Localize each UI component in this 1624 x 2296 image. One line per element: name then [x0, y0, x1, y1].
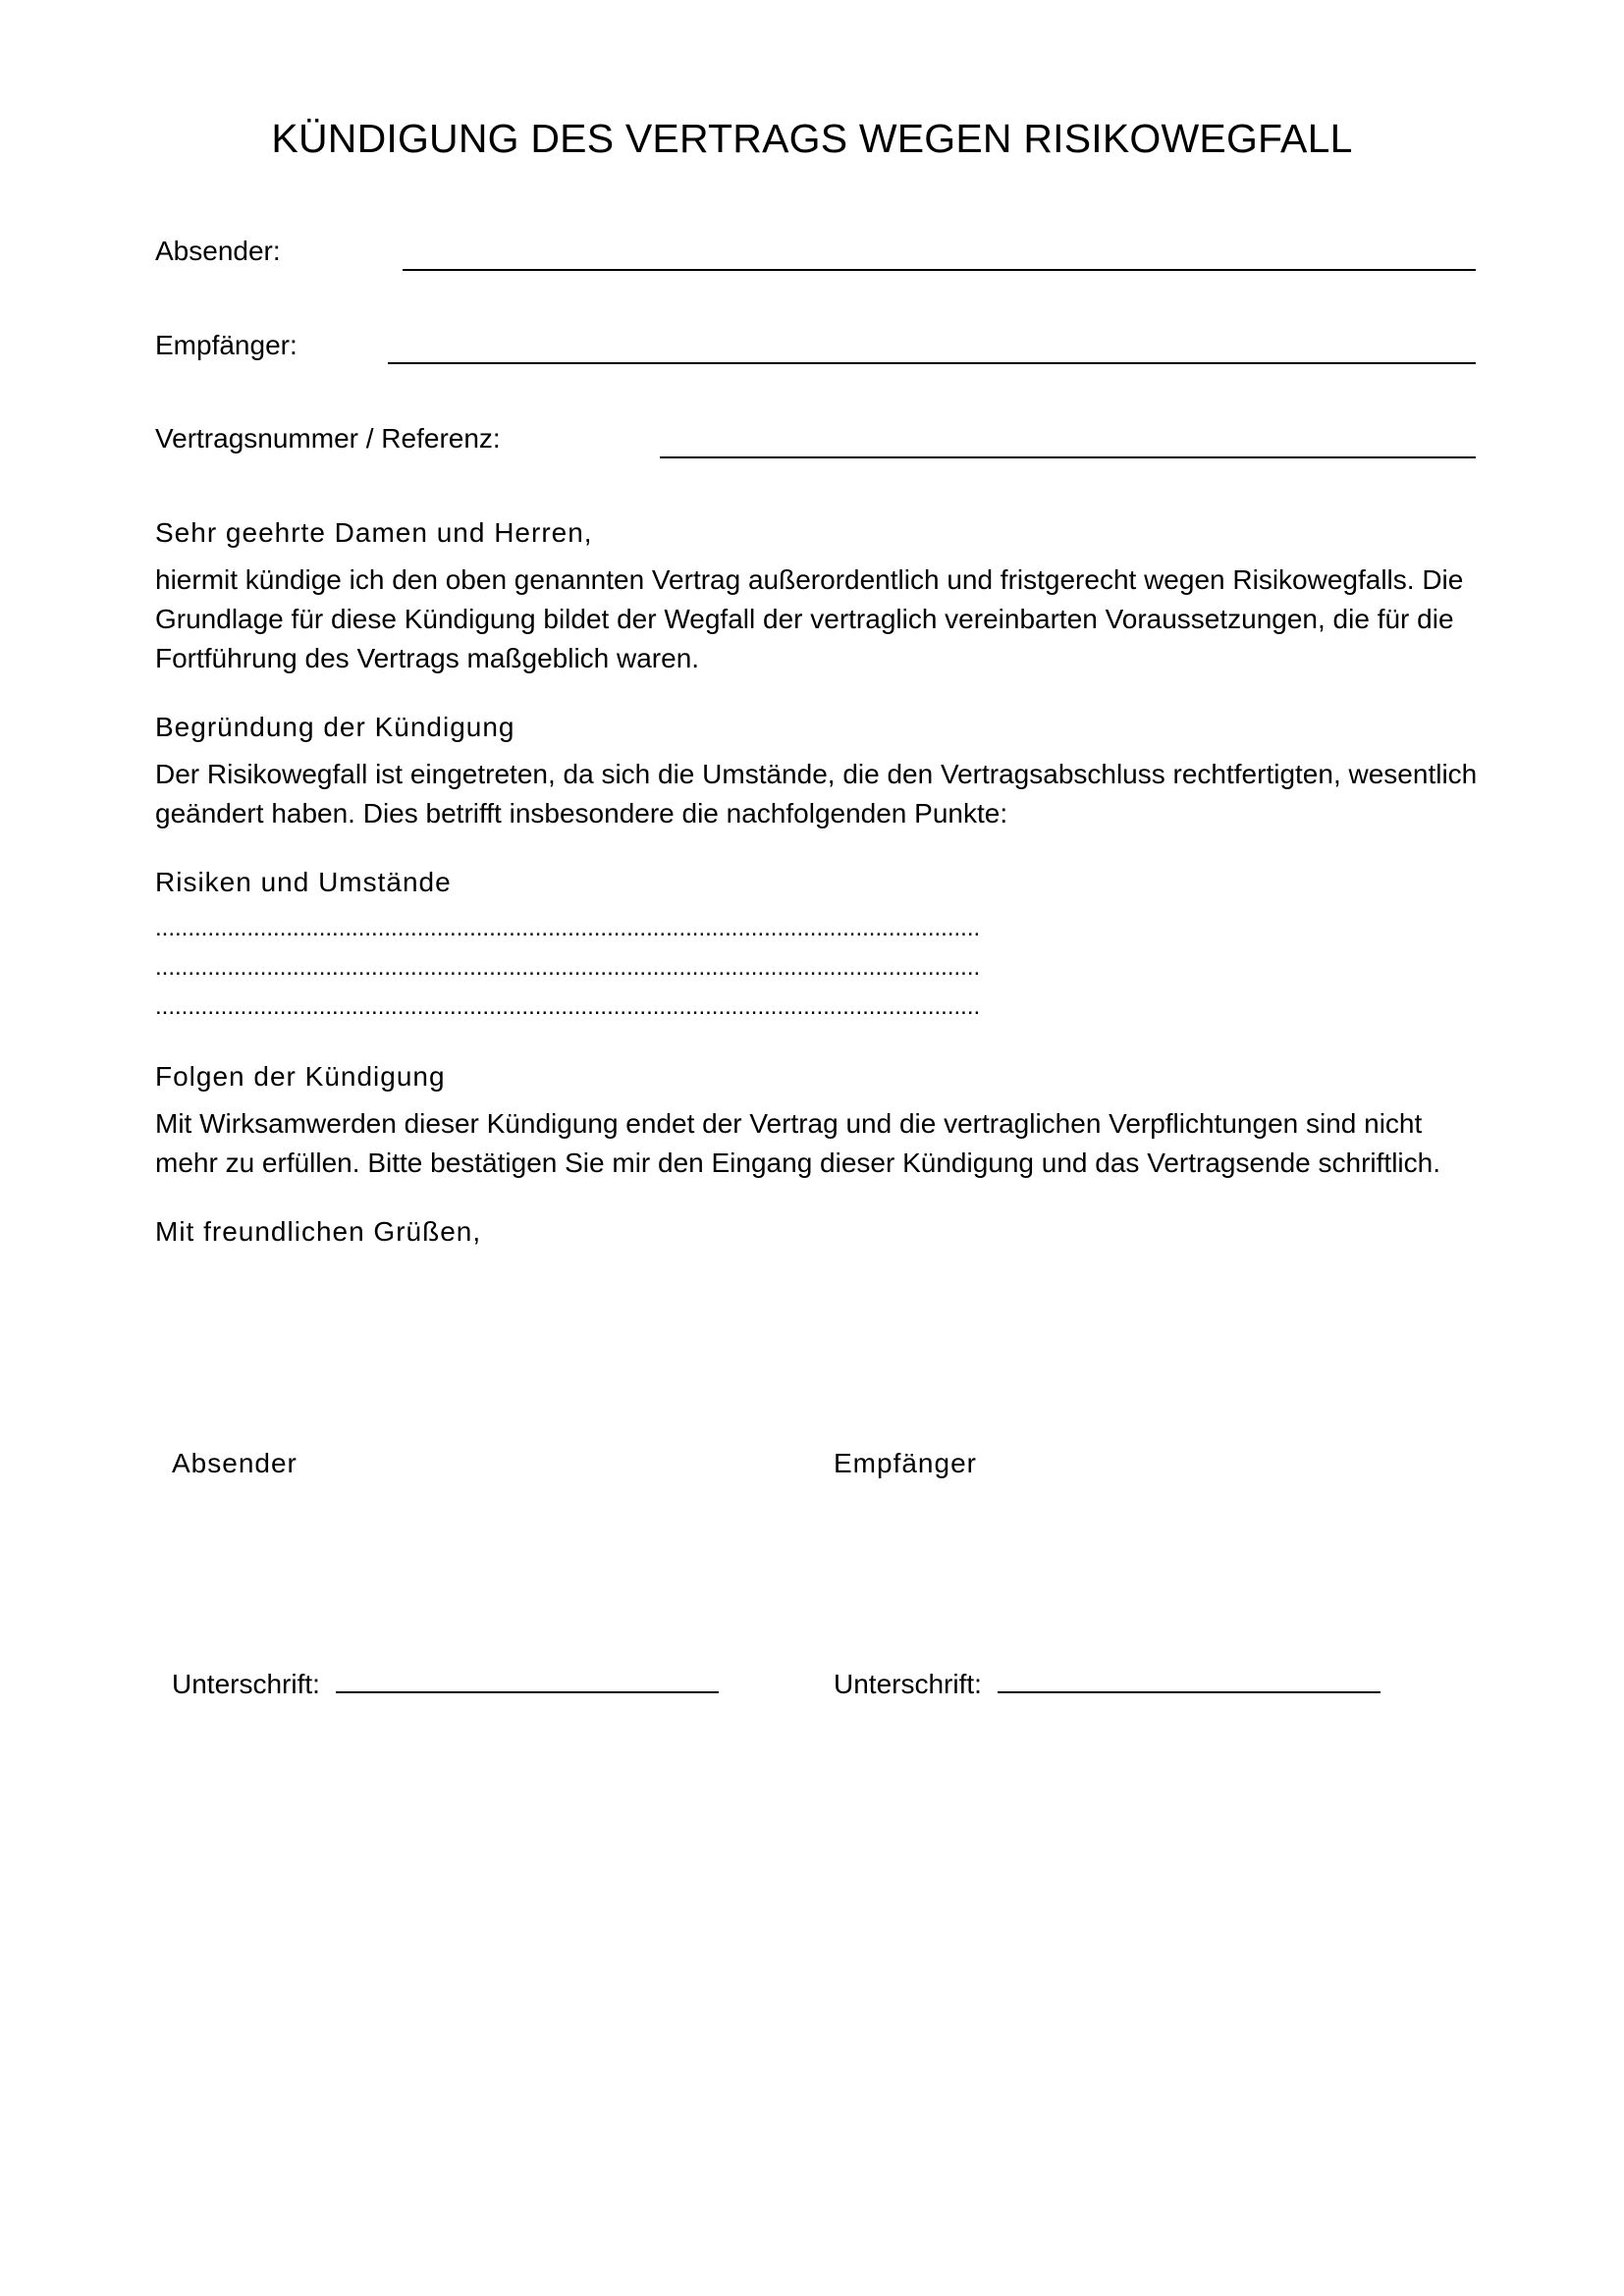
reason-line: Der Risikowegfall ist eingetreten, da sich die Umstände, die den Vertragsabschluss rechtfertigten, wesentlich: [155, 759, 1478, 789]
consequences-line: mehr zu erfüllen. Bitte bestätigen Sie mir den Eingang dieser Kündigung und das Vertragsende schriftlich.: [155, 1148, 1440, 1178]
reason-paragraph: [155, 755, 1490, 833]
closing: Mit freundlichen Grüßen,: [155, 1216, 482, 1247]
sender-signature-label: Unterschrift:: [172, 1669, 320, 1699]
intro-line: hiermit kündige ich den oben genannten Vertrag außerordentlich und fristgerecht wegen Risikowegfalls. Die: [155, 564, 1464, 595]
sender-signature-line[interactable]: [336, 1691, 719, 1693]
consequences-line: Mit Wirksamwerden dieser Kündigung endet der Vertrag und die vertraglichen Verpflichtungen sind nicht: [155, 1108, 1423, 1139]
sender-field-line[interactable]: [403, 269, 1476, 271]
consequences-heading: Folgen der Kündigung: [155, 1061, 446, 1092]
recipient-field-line[interactable]: [388, 362, 1476, 364]
salutation: Sehr geehrte Damen und Herren,: [155, 517, 593, 548]
intro-line: Grundlage für diese Kündigung bildet der Wegfall der vertraglich vereinbarten Voraussetzungen, die für die: [155, 604, 1454, 634]
risk-dot-lines: [155, 909, 980, 1027]
sender-field-label: Absender:: [155, 236, 281, 266]
reason-heading: Begründung der Kündigung: [155, 712, 515, 742]
recipient-signature-row: [834, 1669, 1380, 1700]
sender-signature-row: [172, 1669, 719, 1700]
consequences-paragraph: [155, 1104, 1490, 1183]
recipient-signature-heading: Empfänger: [834, 1448, 977, 1478]
recipient-signature-label: Unterschrift:: [834, 1669, 982, 1699]
recipient-field-label: Empfänger:: [155, 330, 298, 360]
contract-field-label: Vertragsnummer / Referenz:: [155, 423, 501, 454]
contract-field-line[interactable]: [660, 456, 1476, 458]
risk-dot-line[interactable]: ..............................................................................................................................: [155, 993, 981, 1020]
intro-line: Fortführung des Vertrags maßgeblich waren.: [155, 643, 700, 673]
risks-heading: Risiken und Umstände: [155, 867, 452, 897]
reason-line: geändert haben. Dies betrifft insbesondere die nachfolgenden Punkte:: [155, 798, 1008, 828]
sender-signature-heading: Absender: [172, 1448, 298, 1478]
risk-dot-line[interactable]: ..............................................................................................................................: [155, 954, 981, 981]
intro-paragraph: [155, 561, 1490, 678]
risk-dot-line[interactable]: ..............................................................................................................................: [155, 915, 981, 941]
document-title: KÜNDIGUNG DES VERTRAGS WEGEN RISIKOWEGFALL: [271, 116, 1353, 161]
recipient-signature-line[interactable]: [998, 1691, 1380, 1693]
